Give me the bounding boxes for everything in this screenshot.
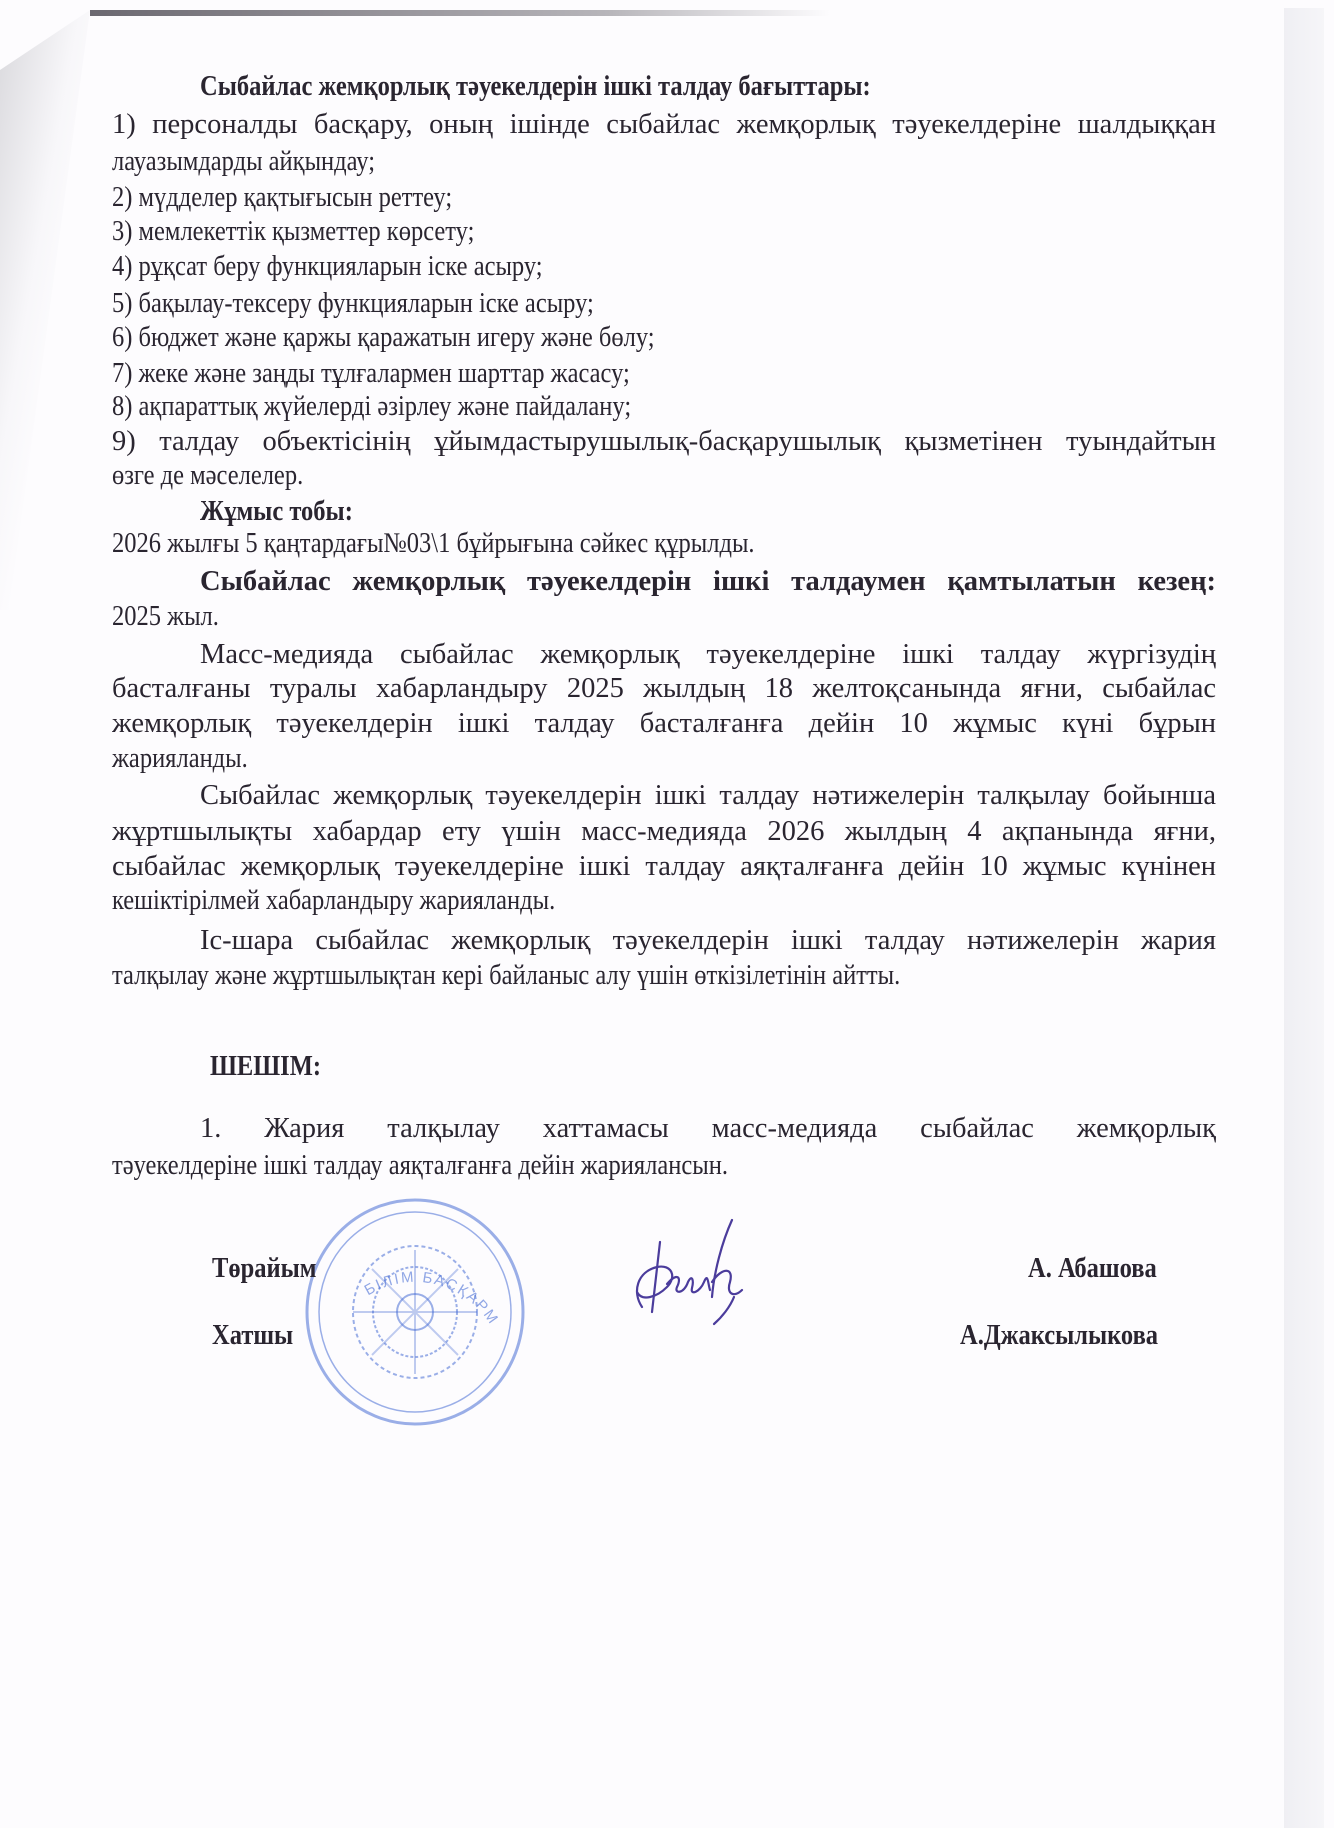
decision-heading: ШЕШІМ: — [210, 1051, 322, 1082]
working-group-heading: Жұмыс тобы: — [200, 496, 353, 527]
chair-label: Төрайым — [212, 1253, 317, 1284]
paragraph-line: Сыбайлас жемқорлық тәуекелдерін ішкі талдау нәтижелерін талқылау бойынша — [200, 780, 1216, 811]
direction-item: лауазымдарды айқындау; — [112, 146, 376, 177]
scan-edge-right — [1284, 8, 1324, 1828]
handwritten-signature — [622, 1212, 752, 1330]
paragraph-line: сыбайлас жемқорлық тәуекелдеріне ішкі талдау аяқталғанға дейін 10 жұмыс күнінен — [112, 851, 1216, 882]
secretary-name: А.Джаксылыкова — [960, 1320, 1159, 1351]
direction-item: 1) персоналды басқару, оның ішінде сыбайлас жемқорлық тәуекелдеріне шалдыққан — [112, 109, 1216, 140]
chair-name: А. Абашова — [1028, 1253, 1157, 1284]
direction-item: 3) мемлекеттік қызметтер көрсету; — [112, 216, 475, 247]
direction-item: 6) бюджет және қаржы қаражатын игеру және бөлу; — [112, 322, 655, 353]
direction-item: өзге де мәселелер. — [112, 460, 304, 491]
secretary-label: Хатшы — [212, 1320, 294, 1351]
period-heading: Сыбайлас жемқорлық тәуекелдерін ішкі талдаумен қамтылатын кезең: — [200, 566, 1216, 597]
paragraph-line: жарияланды. — [112, 743, 248, 774]
direction-item: 8) ақпараттық жүйелерді әзірлеу және пайдалану; — [112, 391, 632, 422]
direction-item: 7) жеке және заңды тұлғалармен шарттар жасасу; — [112, 358, 630, 389]
paragraph-line: жұртшылықты хабардар ету үшін масс-медияда 2026 жылдың 4 ақпанында яғни, — [112, 816, 1216, 847]
paragraph-line: Масс-медияда сыбайлас жемқорлық тәуекелдеріне ішкі талдау жүргізудің — [200, 639, 1216, 670]
official-stamp — [300, 1195, 530, 1430]
direction-item: 5) бақылау-тексеру функцияларын іске асыру; — [112, 288, 594, 319]
scan-edge-top — [90, 10, 830, 16]
paragraph-line: жемқорлық тәуекелдерін ішкі талдау басталғанға дейін 10 жұмыс күні бұрын — [112, 708, 1216, 739]
decision-item: 1. Жария талқылау хаттамасы масс-медияда сыбайлас жемқорлық — [200, 1113, 1216, 1144]
direction-item: 4) рұқсат беру функцияларын іске асыру; — [112, 251, 543, 282]
period-text: 2025 жыл. — [112, 601, 219, 632]
scan-shadow-left — [0, 10, 90, 610]
stamp-text: БІЛІМ БАСҚАРМ — [361, 1268, 503, 1329]
paragraph-line: Іс-шара сыбайлас жемқорлық тәуекелдерін ішкі талдау нәтижелерін жария — [200, 925, 1216, 956]
paragraph-line: басталғаны туралы хабарландыру 2025 жылдың 18 желтоқсанында яғни, сыбайлас — [112, 673, 1216, 704]
direction-item: 9) талдау объектісінің ұйымдастырушылық-басқарушылық қызметінен туындайтын — [112, 426, 1216, 457]
working-group-text: 2026 жылғы 5 қаңтардағы№03\1 бұйрығына сәйкес құрылды. — [112, 528, 755, 559]
directions-heading: Сыбайлас жемқорлық тәуекелдерін ішкі талдау бағыттары: — [200, 71, 871, 102]
direction-item: 2) мүдделер қақтығысын реттеу; — [112, 182, 453, 213]
paragraph-line: талқылау және жұртшылықтан кері байланыс алу үшін өткізілетінін айтты. — [112, 960, 901, 991]
paragraph-line: кешіктірілмей хабарландыру жарияланды. — [112, 885, 556, 916]
decision-item: тәуекелдеріне ішкі талдау аяқталғанға дейін жариялансын. — [112, 1150, 729, 1181]
